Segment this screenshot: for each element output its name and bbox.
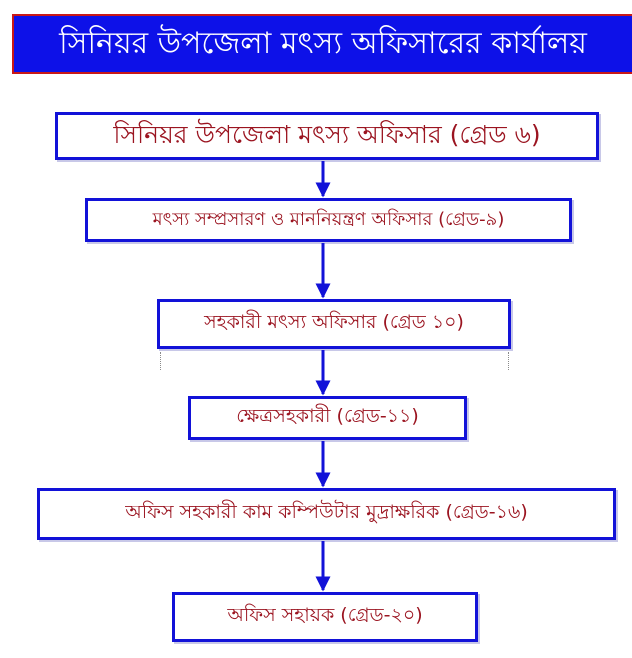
node-label: সহকারী মৎস্য অফিসার (গ্রেড ১০): [204, 311, 464, 333]
node-label: অফিস সহকারী কাম কম্পিউটার মুদ্রাক্ষরিক (গ্রেড-১৬): [125, 501, 528, 523]
node-label: ক্ষেত্রসহকারী (গ্রেড-১১): [236, 405, 419, 427]
node-label: অফিস সহায়ক (গ্রেড-২০): [227, 604, 423, 626]
node-label: সিনিয়র উপজেলা মৎস্য অফিসার (গ্রেড ৬): [113, 119, 541, 149]
office-title: সিনিয়র উপজেলা মৎস্য অফিসারের কার্যালয়: [59, 25, 587, 61]
node-label: মৎস্য সম্প্রসারণ ও মাননিয়ন্ত্রণ অফিসার (গ্রেড-৯): [152, 208, 505, 230]
